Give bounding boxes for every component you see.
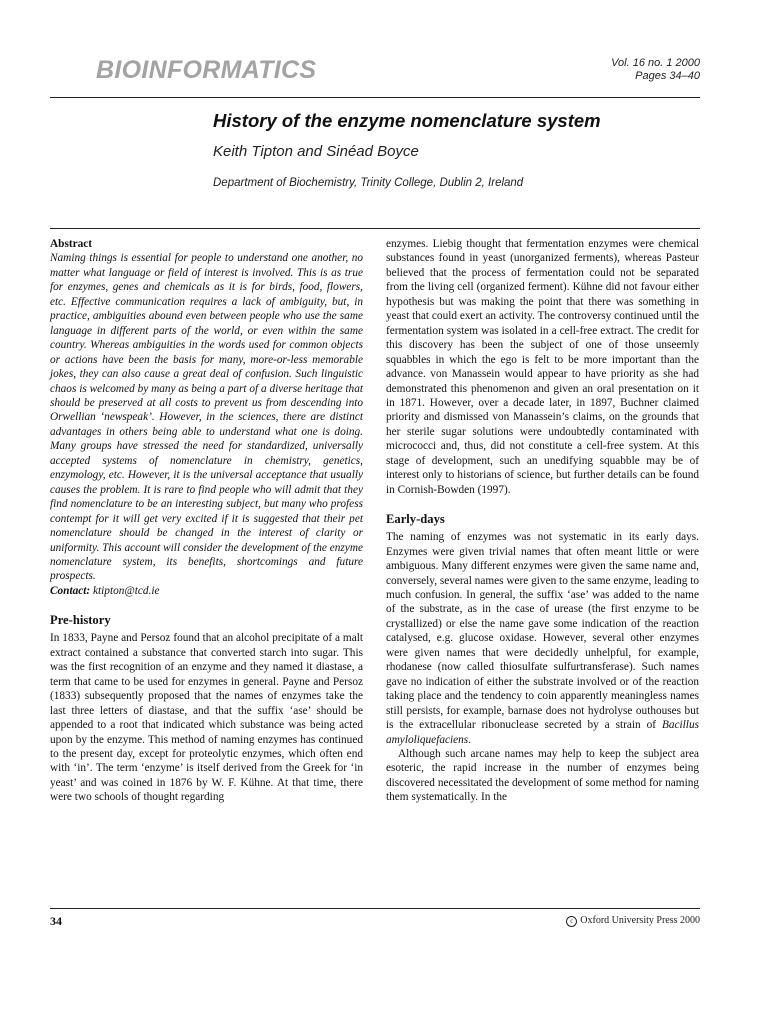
- article-title: History of the enzyme nomenclature system: [213, 110, 601, 131]
- continuation-paragraph: enzymes. Liebig thought that fermentation enzymes were chemical substances found in yeast (unorganized ferments), whereas Pasteur believed that the process of fermentation could not be separated from the living cell (organized ferment). Kühne did not favour either hypothesis but was making the point that there was something in yeast that could exert an activity. The controversy continued until the fermentation system was isolated in a cell-free extract. The credit for this discovery has been the subject of one of those unseemly squabbles in which the ego is felt to be more important than the advance. von Manassein would appear to have priority as she had demonstrated this phenomenon and given an oral presentation on it in 1871. However, over a decade later, in 1897, Buchner claimed priority and dismissed von Manassein’s claims, on the grounds that her sterile sugar solutions were undoubtedly contaminated with micrococci and, thus, did not constitute a cell-free system. At this stage of development, such an unedifying squabble may be of interest only to historians of science, but further details can be found in Cornish-Bowden (1997).: [386, 238, 699, 496]
- abstract-heading: Abstract: [50, 238, 93, 250]
- section-heading-prehistory: Pre-history: [50, 613, 111, 628]
- author-affiliation: Department of Biochemistry, Trinity College, Dublin 2, Ireland: [213, 177, 524, 189]
- article-authors: Keith Tipton and Sinéad Boyce: [213, 143, 419, 160]
- early-days-paragraph-1: [386, 530, 699, 747]
- footer-rule: [50, 908, 700, 909]
- early-days-paragraph-2: Although such arcane names may help to keep the subject area esoteric, the rapid increase in the number of enzymes being discovered necessitated the development of some method for naming them systematically. In the: [386, 747, 699, 804]
- sentence-end: .: [468, 733, 472, 746]
- page-range: Pages 34–40: [635, 70, 700, 82]
- header-rule: [50, 97, 700, 98]
- right-column: [386, 237, 699, 805]
- page-number: 34: [50, 914, 62, 928]
- title-block-rule: [50, 228, 700, 229]
- prehistory-paragraph: In 1833, Payne and Persoz found that an alcohol precipitate of a malt extract contained a substance that converted starch into sugar. This was the first recognition of an enzyme and they named it diastase, a term that came to be used for enzymes in general. Payne and Persoz (1833) subsequently proposed that the names of enzymes take the last three letters of diastase, and that the suffix ‘ase’ should be appended to a root that indicated which substance was being acted upon by the enzyme. This method of naming enzymes has continued to the present day, except for proteolytic enzymes, which often end with ‘in’. The term ‘enzyme’ is itself derived from the Greek for ‘in yeast’ and was coined in 1876 by W. F. Kühne. At that time, there were two schools of thought regarding: [50, 632, 363, 804]
- section-heading-early-days: Early-days: [386, 512, 445, 527]
- contact-email[interactable]: ktipton@tcd.ie: [93, 584, 160, 597]
- abstract-body: Naming things is essential for people to understand one another, no matter what language or field of interest is involved. This is as true for enzymes, genes and chemicals as it is for birds, food, flowers, etc. Effective communication requires a lack of ambiguity, but, in practice, ambiguities abound even between people who use the same language in different parts of the world, or even within the same country. Whereas ambiguities in the words used for common objects or actions have been the basis for many, more-or-less memorable jokes, they can also cause a great deal of confusion. Such linguistic chaos is welcomed by many as being a part of a diverse heritage that should be preserved at all costs to prevent us from descending into Orwellian ‘newspeak’. However, in the sciences, there are distinct advantages in others being able to understand what one is doing. Many groups have stressed the need for standardized, universally accepted systems of nomenclature in chemistry, genetics, enzymology, etc. However, it is the universal acceptance that usually causes the problem. It is rare to find people who will admit that they find nomenclature to be an interesting subject, but many who profess contempt for it will get very excited if it is suggested that their pet nomenclature should be changed in the interest of clarity or uniformity. This account will consider the development of the enzyme nomenclature system, its benefits, shortcomings and future prospects.: [50, 252, 363, 583]
- copyright-icon: c: [566, 916, 577, 927]
- contact-line: [50, 584, 363, 598]
- contact-label: Contact:: [50, 584, 91, 597]
- early-days-text: The naming of enzymes was not systematic in its early days. Enzymes were given trivial names that often meant little or were ambiguous. Many different enzymes were given the same name and, conversely, several names were given to the same enzyme, leading to much confusion. In general, the suffix ‘ase’ was added to the name of the substrate, as in the case of urease (the first enzyme to be crystallized) or else the name gave some indication of the reaction catalysed, e.g. glucose oxidase. However, several other enzymes were given names that were decidedly unhelpful, for example, rhodanese (now called thiosulfate sulfurtransferase). Such names gave no indication of either the substrate involved or of the reaction taking place and the tendency to coin apparently meaningless names still persists, for example, barnase does not hydrolyse outhouses but is the extracellular ribonuclease secreted by a strain of: [386, 531, 699, 732]
- volume-issue: Vol. 16 no. 1 2000: [611, 57, 700, 69]
- left-column: [50, 237, 363, 805]
- copyright-text: Oxford University Press 2000: [580, 915, 700, 926]
- copyright-notice: [566, 915, 700, 927]
- volume-info: [611, 57, 700, 83]
- species-name: Bacillus amyloliquefaciens: [386, 719, 699, 746]
- journal-name: BIOINFORMATICS: [96, 56, 317, 84]
